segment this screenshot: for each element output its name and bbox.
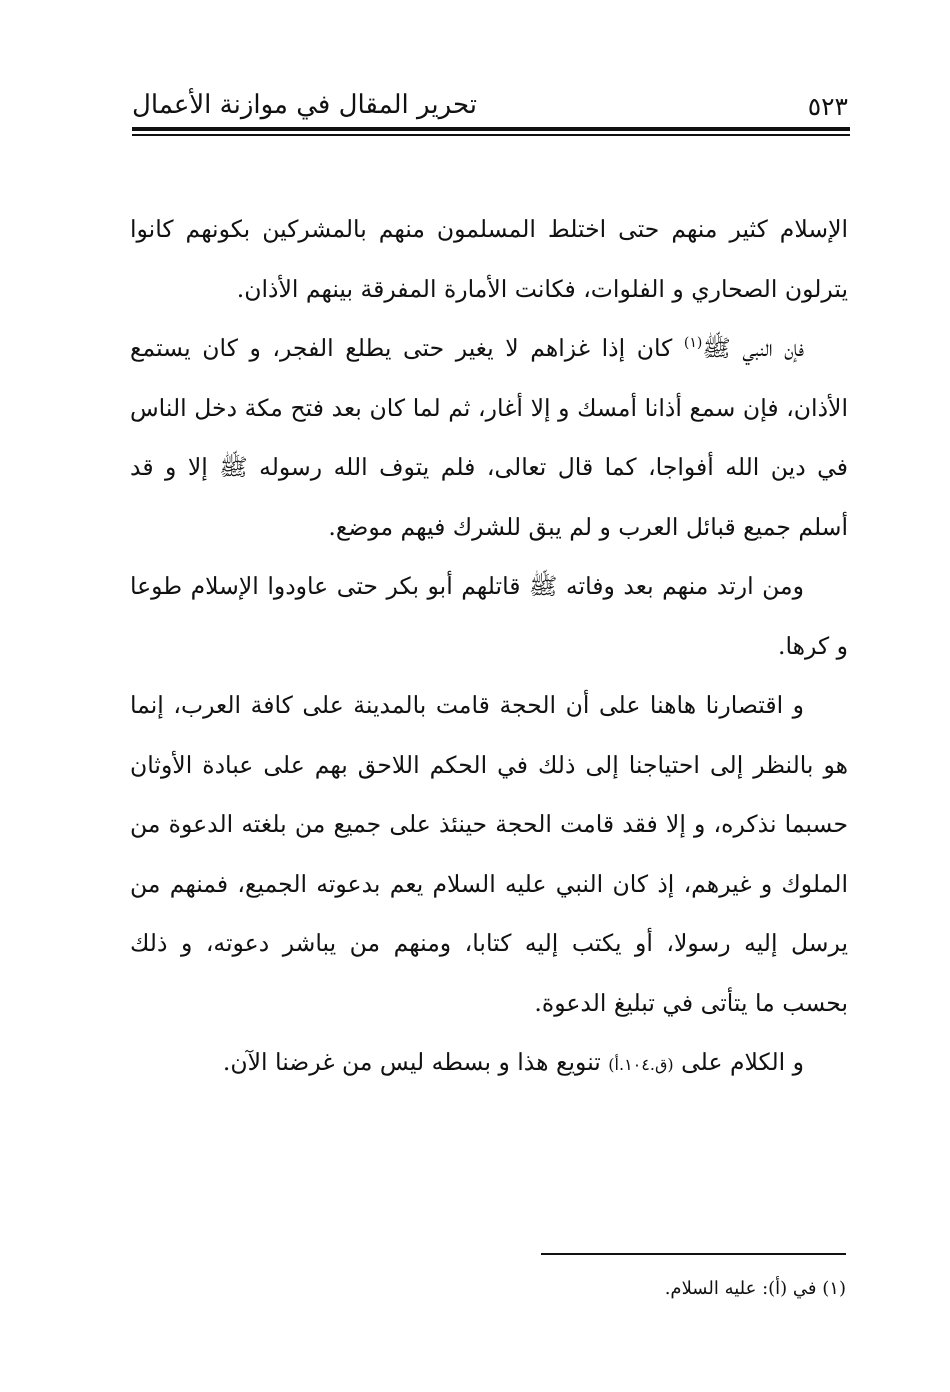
header-rule-thick	[132, 127, 850, 131]
body-text	[130, 200, 848, 1095]
footnote-number: (١)	[822, 1278, 846, 1299]
manuscript-folio-ref: (ق.١٠٤.أ)	[608, 1055, 674, 1074]
paragraph-2	[130, 319, 848, 557]
paragraph-3: ومن ارتد منهم بعد وفاته ﷺ قاتلهم أبو بكر حتى عاودوا الإسلام طوعا و كرها.	[130, 572, 848, 660]
paragraph-2-start: فإن النبي ﷺ	[702, 334, 804, 362]
footnote	[500, 1275, 846, 1303]
paragraph-4: و اقتصارنا هاهنا على أن الحجة قامت بالمدينة على كافة العرب، إنما هو بالنظر إلى احتياجنا إلى ذلك في الحكم اللاحق بهم على عبادة الأوثان حسبما نذكره، و إلا فقد قامت الحجة حينئذ على جميع من بلغته الدعوة من الملوك و غيرهم، إذ كان النبي عليه السلام يعم بدعوته الجميع، فمنهم من يرسل إليه رسولا، أو يكتب إليه كتابا، ومنهم من يباشر دعوته، و ذلك بحسب ما يتأتى في تبليغ الدعوة.	[130, 691, 848, 1017]
running-title: تحرير المقال في موازنة الأعمال	[132, 90, 477, 120]
header-rule-thin	[132, 134, 850, 136]
footnote-text: في (أ): عليه السلام.	[664, 1278, 817, 1299]
paragraph-5-start: و الكلام على	[673, 1048, 804, 1076]
footnote-mark: (١)	[683, 335, 703, 352]
paragraph-1: الإسلام كثير منهم حتى اختلط المسلمون منهم بالمشركين بكونهم كانوا يترلون الصحاري و الفلوات، فكانت الأمارة المفرقة بينهم الأذان.	[130, 215, 848, 303]
paragraph-5	[130, 1033, 848, 1095]
paragraph-2-rest: كان إذا غزاهم لا يغير حتى يطلع الفجر، و كان يستمع الأذان، فإن سمع أذانا أمسك و إلا أغار، ثم لما كان بعد فتح مكة دخل الناس في دين الله أفواجا، كما قال تعالى، فلم يتوف الله رسوله ﷺ إلا و قد أسلم جميع قبائل العرب و لم يبق للشرك فيهم موضع.	[130, 334, 848, 541]
page-header	[132, 88, 848, 128]
footnote-separator	[541, 1253, 846, 1255]
page-number: ٥٢٣	[807, 92, 848, 121]
paragraph-5-rest: تنويع هذا و بسطه ليس من غرضنا الآن.	[222, 1048, 609, 1076]
